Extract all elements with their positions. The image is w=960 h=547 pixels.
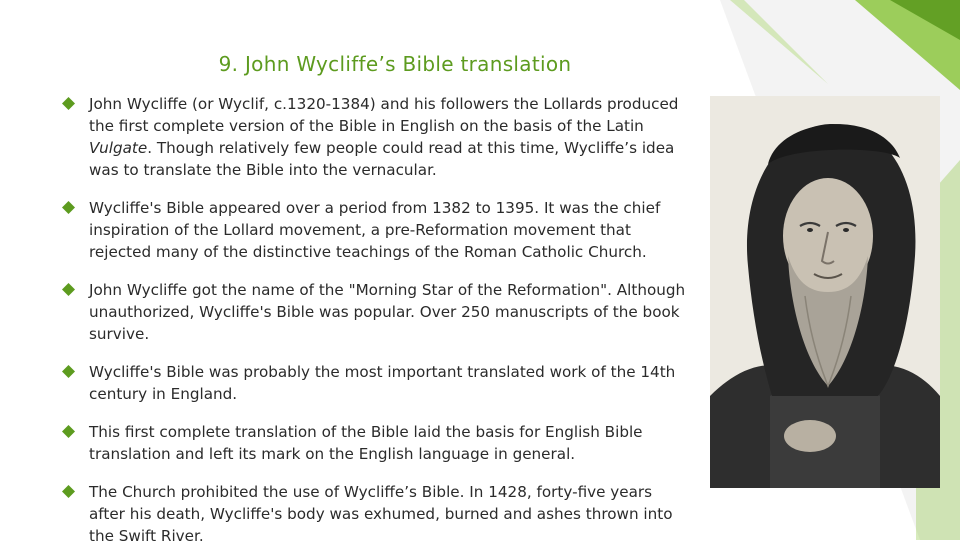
slide-title: 9. John Wycliffe’s Bible translation [218,52,572,76]
bullet-list [62,93,692,547]
bullet-item [62,197,692,263]
bullet-item [62,93,692,181]
bullet-text: The Church prohibited the use of Wycliffe’s Bible. In 1428, forty-five years after his death, Wycliffe's body was exhumed, burned and ashes thrown into the Swift River. [89,483,673,545]
vulgate-italic: Vulgate [89,139,148,157]
diamond-bullet-icon [62,425,75,438]
diamond-bullet-icon [62,485,75,498]
diamond-bullet-icon [62,365,75,378]
bullet-text: This first complete translation of the Bible laid the basis for English Bible translation and left its mark on the English language in general. [89,423,643,463]
bullet-text: John Wycliffe (or Wyclif, c.1320-1384) and his followers the Lollards produced the first complete version of the Bible in English on the basis of the Latin Vulgate. Though relatively few people could read at this time, Wycliffe’s idea was to translate the Bible into the vernacular. [89,95,679,179]
bullet-item [62,481,692,547]
portrait-image [710,96,940,488]
diamond-bullet-icon [62,283,75,296]
bullet-text: Wycliffe's Bible appeared over a period from 1382 to 1395. It was the chief inspiration of the Lollard movement, a pre-Reformation movement that rejected many of the distinctive teachings of the Roman Catholic Church. [89,199,661,261]
bullet-text: John Wycliffe got the name of the "Morning Star of the Reformation". Although unauthorized, Wycliffe's Bible was popular. Over 250 manuscripts of the book survive. [89,281,686,343]
bullet-text: Wycliffe's Bible was probably the most important translated work of the 14th century in England. [89,363,676,403]
bullet-item [62,279,692,345]
bullet-item [62,421,692,465]
diamond-bullet-icon [62,201,75,214]
portrait-engraving-image [710,96,940,488]
diamond-bullet-icon [62,97,75,110]
bullet-item [62,361,692,405]
